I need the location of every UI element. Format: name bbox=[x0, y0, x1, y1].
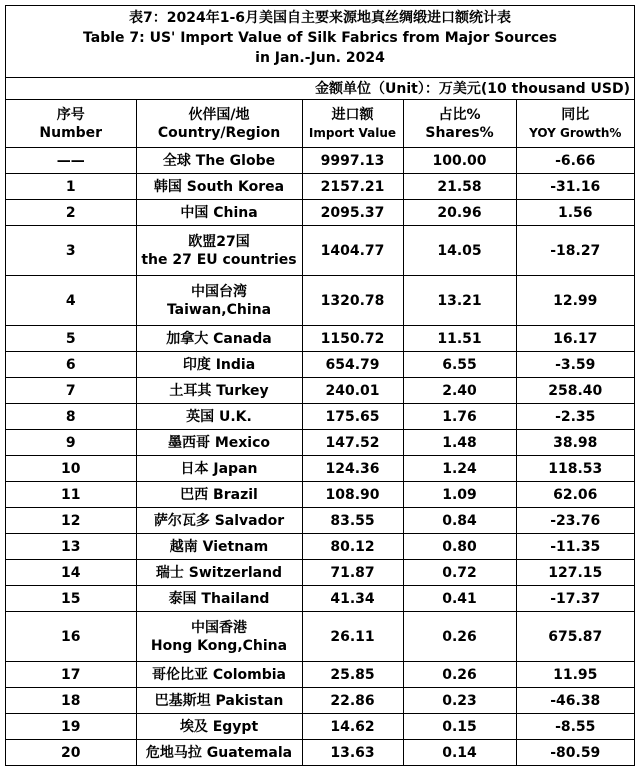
table-row bbox=[6, 378, 634, 404]
cell-region bbox=[136, 534, 302, 560]
header-region-en: Country/Region bbox=[157, 124, 281, 141]
cell-share: 20.96 bbox=[403, 200, 516, 226]
cell-import-value: 124.36 bbox=[302, 456, 403, 482]
cell-share: 0.41 bbox=[403, 586, 516, 612]
table-row bbox=[6, 662, 634, 688]
cell-number: 2 bbox=[6, 200, 136, 226]
title-zh: 表7：2024年1-6月美国自主要来源地真丝绸缎进口额统计表 bbox=[129, 10, 511, 26]
cell-import-value: 22.86 bbox=[302, 688, 403, 714]
unit-label: 金额单位（Unit）：万美元(10 thousand USD) bbox=[6, 78, 634, 100]
import-table bbox=[6, 100, 634, 765]
cell-yoy: 1.56 bbox=[516, 200, 634, 226]
cell-number: 18 bbox=[6, 688, 136, 714]
header-share-en: Shares% bbox=[425, 124, 494, 141]
cell-share: 14.05 bbox=[403, 226, 516, 276]
cell-number: 17 bbox=[6, 662, 136, 688]
region-line: 巴西 Brazil bbox=[180, 486, 258, 503]
cell-share: 13.21 bbox=[403, 276, 516, 326]
table-row bbox=[6, 200, 634, 226]
cell-region bbox=[136, 174, 302, 200]
cell-number: 13 bbox=[6, 534, 136, 560]
region-line: 萨尔瓦多 Salvador bbox=[153, 512, 285, 529]
cell-region bbox=[136, 276, 302, 326]
cell-yoy: 38.98 bbox=[516, 430, 634, 456]
cell-number: 8 bbox=[6, 404, 136, 430]
table-row bbox=[6, 482, 634, 508]
cell-share: 100.00 bbox=[403, 148, 516, 174]
cell-yoy: -3.59 bbox=[516, 352, 634, 378]
table-row bbox=[6, 404, 634, 430]
cell-import-value: 175.65 bbox=[302, 404, 403, 430]
cell-share: 6.55 bbox=[403, 352, 516, 378]
table-row bbox=[6, 148, 634, 174]
cell-import-value: 25.85 bbox=[302, 662, 403, 688]
header-yoy-zh: 同比 bbox=[561, 106, 590, 123]
header-share-zh: 占比% bbox=[438, 106, 481, 123]
table-row bbox=[6, 326, 634, 352]
region-line: 泰国 Thailand bbox=[168, 590, 270, 607]
cell-region bbox=[136, 148, 302, 174]
table-row bbox=[6, 612, 634, 662]
cell-region bbox=[136, 560, 302, 586]
cell-yoy: -6.66 bbox=[516, 148, 634, 174]
title-en: Table 7: US' Import Value of Silk Fabrics from Major Sources bbox=[83, 30, 557, 46]
cell-yoy: -46.38 bbox=[516, 688, 634, 714]
cell-share: 1.76 bbox=[403, 404, 516, 430]
cell-share: 0.14 bbox=[403, 740, 516, 766]
table-body bbox=[6, 148, 634, 766]
region-line: Taiwan,China bbox=[166, 301, 272, 318]
cell-import-value: 240.01 bbox=[302, 378, 403, 404]
cell-number: 5 bbox=[6, 326, 136, 352]
cell-yoy: -17.37 bbox=[516, 586, 634, 612]
cell-import-value: 83.55 bbox=[302, 508, 403, 534]
table-row bbox=[6, 276, 634, 326]
cell-import-value: 1404.77 bbox=[302, 226, 403, 276]
cell-number: 12 bbox=[6, 508, 136, 534]
region-line: 欧盟27国 bbox=[188, 233, 250, 250]
table-row bbox=[6, 534, 634, 560]
cell-region bbox=[136, 352, 302, 378]
header-share bbox=[403, 100, 516, 148]
cell-yoy: 11.95 bbox=[516, 662, 634, 688]
table-row bbox=[6, 174, 634, 200]
cell-region bbox=[136, 688, 302, 714]
cell-number: 3 bbox=[6, 226, 136, 276]
cell-region bbox=[136, 456, 302, 482]
header-region-zh: 伙伴国/地 bbox=[188, 106, 250, 123]
cell-share: 1.48 bbox=[403, 430, 516, 456]
cell-share: 0.26 bbox=[403, 612, 516, 662]
header-row bbox=[6, 100, 634, 148]
table-row bbox=[6, 456, 634, 482]
cell-import-value: 1320.78 bbox=[302, 276, 403, 326]
cell-region bbox=[136, 508, 302, 534]
cell-yoy: -31.16 bbox=[516, 174, 634, 200]
cell-import-value: 13.63 bbox=[302, 740, 403, 766]
region-line: 全球 The Globe bbox=[162, 152, 276, 169]
table-row bbox=[6, 714, 634, 740]
cell-yoy: -11.35 bbox=[516, 534, 634, 560]
cell-region bbox=[136, 378, 302, 404]
region-line: 印度 India bbox=[182, 356, 256, 373]
table-title bbox=[6, 6, 634, 78]
cell-import-value: 41.34 bbox=[302, 586, 403, 612]
cell-region bbox=[136, 430, 302, 456]
cell-yoy: -2.35 bbox=[516, 404, 634, 430]
cell-region bbox=[136, 612, 302, 662]
cell-number: 11 bbox=[6, 482, 136, 508]
header-yoy-en: YOY Growth% bbox=[529, 125, 622, 140]
cell-import-value: 108.90 bbox=[302, 482, 403, 508]
cell-region bbox=[136, 404, 302, 430]
cell-region bbox=[136, 586, 302, 612]
header-region bbox=[136, 100, 302, 148]
region-line: 中国香港 bbox=[191, 619, 247, 636]
region-line: 墨西哥 Mexico bbox=[167, 434, 271, 451]
header-number-en: Number bbox=[39, 124, 103, 141]
cell-import-value: 2157.21 bbox=[302, 174, 403, 200]
region-line: 巴基斯坦 Pakistan bbox=[154, 692, 284, 709]
header-number-zh: 序号 bbox=[56, 106, 85, 123]
cell-share: 0.23 bbox=[403, 688, 516, 714]
region-line: 瑞士 Switzerland bbox=[155, 564, 283, 581]
table-row bbox=[6, 560, 634, 586]
cell-import-value: 1150.72 bbox=[302, 326, 403, 352]
table-row bbox=[6, 688, 634, 714]
region-line: 加拿大 Canada bbox=[166, 330, 272, 347]
cell-yoy: -8.55 bbox=[516, 714, 634, 740]
cell-yoy: 16.17 bbox=[516, 326, 634, 352]
cell-number: 14 bbox=[6, 560, 136, 586]
cell-yoy: -23.76 bbox=[516, 508, 634, 534]
region-line: 韩国 South Korea bbox=[153, 178, 285, 195]
table-row bbox=[6, 508, 634, 534]
cell-yoy: -80.59 bbox=[516, 740, 634, 766]
cell-region bbox=[136, 200, 302, 226]
cell-region bbox=[136, 662, 302, 688]
region-line: 英国 U.K. bbox=[186, 408, 252, 425]
cell-share: 1.09 bbox=[403, 482, 516, 508]
cell-import-value: 71.87 bbox=[302, 560, 403, 586]
cell-share: 2.40 bbox=[403, 378, 516, 404]
cell-yoy: 12.99 bbox=[516, 276, 634, 326]
header-value-en: Import Value bbox=[308, 125, 397, 140]
cell-region bbox=[136, 482, 302, 508]
cell-number: —— bbox=[6, 148, 136, 174]
cell-share: 11.51 bbox=[403, 326, 516, 352]
cell-share: 0.80 bbox=[403, 534, 516, 560]
region-line: the 27 EU countries bbox=[141, 251, 297, 268]
header-value-zh: 进口额 bbox=[331, 106, 374, 123]
cell-import-value: 26.11 bbox=[302, 612, 403, 662]
cell-import-value: 654.79 bbox=[302, 352, 403, 378]
cell-region bbox=[136, 714, 302, 740]
cell-region bbox=[136, 326, 302, 352]
header-yoy bbox=[516, 100, 634, 148]
table-row bbox=[6, 740, 634, 766]
header-value bbox=[302, 100, 403, 148]
cell-share: 0.72 bbox=[403, 560, 516, 586]
cell-import-value: 80.12 bbox=[302, 534, 403, 560]
region-line: 埃及 Egypt bbox=[179, 718, 259, 735]
cell-share: 21.58 bbox=[403, 174, 516, 200]
cell-import-value: 9997.13 bbox=[302, 148, 403, 174]
region-line: 中国 China bbox=[180, 204, 258, 221]
cell-share: 0.26 bbox=[403, 662, 516, 688]
region-line: 危地马拉 Guatemala bbox=[145, 744, 293, 761]
cell-yoy: 675.87 bbox=[516, 612, 634, 662]
cell-yoy: 118.53 bbox=[516, 456, 634, 482]
cell-share: 0.84 bbox=[403, 508, 516, 534]
cell-import-value: 14.62 bbox=[302, 714, 403, 740]
cell-import-value: 147.52 bbox=[302, 430, 403, 456]
cell-number: 20 bbox=[6, 740, 136, 766]
cell-yoy: 62.06 bbox=[516, 482, 634, 508]
cell-yoy: -18.27 bbox=[516, 226, 634, 276]
cell-number: 16 bbox=[6, 612, 136, 662]
cell-number: 1 bbox=[6, 174, 136, 200]
cell-number: 19 bbox=[6, 714, 136, 740]
region-line: 越南 Vietnam bbox=[169, 538, 269, 555]
cell-region bbox=[136, 226, 302, 276]
region-line: 日本 Japan bbox=[180, 460, 258, 477]
cell-number: 4 bbox=[6, 276, 136, 326]
region-line: 土耳其 Turkey bbox=[169, 382, 269, 399]
cell-yoy: 258.40 bbox=[516, 378, 634, 404]
cell-number: 15 bbox=[6, 586, 136, 612]
table-row bbox=[6, 586, 634, 612]
cell-number: 9 bbox=[6, 430, 136, 456]
table-row bbox=[6, 352, 634, 378]
header-number bbox=[6, 100, 136, 148]
cell-import-value: 2095.37 bbox=[302, 200, 403, 226]
region-line: 中国台湾 bbox=[191, 283, 247, 300]
cell-yoy: 127.15 bbox=[516, 560, 634, 586]
cell-share: 0.15 bbox=[403, 714, 516, 740]
cell-number: 10 bbox=[6, 456, 136, 482]
table-row bbox=[6, 430, 634, 456]
table-row bbox=[6, 226, 634, 276]
cell-share: 1.24 bbox=[403, 456, 516, 482]
import-table-sheet bbox=[5, 5, 635, 766]
cell-number: 7 bbox=[6, 378, 136, 404]
region-line: Hong Kong,China bbox=[150, 637, 288, 654]
region-line: 哥伦比亚 Colombia bbox=[151, 666, 287, 683]
title-period: in Jan.-Jun. 2024 bbox=[255, 50, 385, 66]
cell-region bbox=[136, 740, 302, 766]
cell-number: 6 bbox=[6, 352, 136, 378]
